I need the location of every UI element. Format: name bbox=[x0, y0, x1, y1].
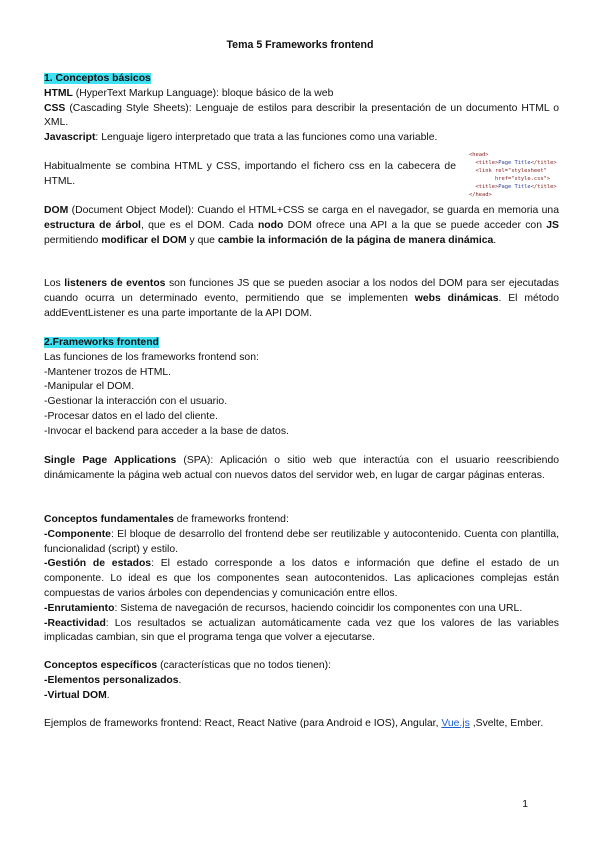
dom-paragraph bbox=[44, 204, 559, 248]
examples-text-1: Ejemplos de frameworks frontend: React, React Native (para Android e IOS), Angular, bbox=[44, 718, 442, 729]
listeners-text-3: . El método addEventListener es una parte importante de la API DOM. bbox=[44, 292, 559, 319]
dom-term: DOM bbox=[44, 205, 69, 216]
listeners-bold-1: listeners de eventos bbox=[64, 278, 166, 289]
code-line-2b: Page Title bbox=[498, 159, 531, 166]
code-line-6: </head> bbox=[469, 191, 492, 198]
specific-concepts-block bbox=[44, 659, 559, 703]
routing-definition: : Sistema de navegación de recursos, haciendo coincidir los componentes con una URL. bbox=[114, 602, 523, 614]
dom-bold-2: nodo bbox=[257, 219, 284, 231]
css-definition: (Cascading Style Sheets): Lenguaje de estilos para describir la presentación de un documento HTML o XML. bbox=[44, 102, 559, 129]
dom-bold-1: estructura de árbol bbox=[44, 219, 141, 231]
dom-text-1: (Document Object Model): Cuando el HTML+CSS se carga en el navegador, se guarda en memoria una bbox=[68, 205, 559, 216]
code-line-5c: </title> bbox=[530, 183, 557, 190]
css-term: CSS bbox=[44, 102, 66, 114]
state-definition: : El estado corresponde a los datos e información que define el estado de un componente. Lo ideal es que los componentes sean autocontenidos. Las aplicaciones complejas están compuestas de varios árboles con dependencias y comunicación entre ellos. bbox=[44, 558, 560, 599]
dom-text-5: y que bbox=[186, 234, 218, 246]
component-term: -Componente bbox=[44, 528, 111, 540]
specific-text: (características que no todos tienen): bbox=[157, 660, 332, 671]
code-line-2a: <title> bbox=[469, 159, 499, 166]
spa-definition: (SPA): Aplicación o sitio web que interactúa con el usuario reescribiendo dinámicamente la página web actual con nuevos datos del servidor web, en lugar de cargar páginas enteras. bbox=[44, 455, 559, 481]
list-item: -Procesar datos en el lado del cliente. bbox=[44, 410, 218, 422]
spa-term: Single Page Applications bbox=[44, 455, 177, 466]
examples-text-2: ,Svelte, Ember. bbox=[469, 718, 544, 729]
list-item: -Mantener trozos de HTML. bbox=[44, 366, 172, 378]
dom-text-4: permitiendo bbox=[44, 234, 102, 246]
code-line-2c: </title> bbox=[530, 159, 557, 166]
dom-bold-4: modificar el DOM bbox=[101, 234, 187, 246]
document-title: Tema 5 Frameworks frontend bbox=[226, 39, 374, 51]
code-line-5a: <title> bbox=[469, 183, 499, 190]
code-line-5b: Page Title bbox=[498, 183, 531, 190]
custom-elements-item: -Elementos personalizados bbox=[44, 674, 179, 686]
fundamentals-text: de frameworks frontend: bbox=[173, 514, 289, 525]
reactivity-definition: : Los resultados se actualizan automáticamente cada vez que los valores de las variables implicadas cambian, sin que el programa tenga que volver a ejecutarse. bbox=[44, 617, 559, 644]
dom-bold-3: JS bbox=[546, 219, 559, 231]
listeners-text-2: son funciones JS que se pueden asociar a los nodos del DOM para ser ejecutadas cuando ocurra un determinado evento, permitiendo que se implementen bbox=[44, 278, 560, 304]
javascript-definition: : Lenguaje ligero interpretado que trata a las funciones como una variable. bbox=[95, 132, 438, 144]
listeners-bold-2: webs dinámicas bbox=[414, 292, 499, 304]
section-1-heading: 1. Conceptos básicos bbox=[44, 73, 151, 84]
html-term: HTML bbox=[44, 87, 73, 99]
page-number: 1 bbox=[522, 799, 528, 810]
dom-text-6: . bbox=[493, 234, 497, 246]
fundamentals-block bbox=[44, 513, 559, 646]
component-definition: : El bloque de desarrollo del frontend debe ser reutilizable y autocontenido. Cuenta con plantilla, funcionalidad (script) y estilo. bbox=[44, 528, 559, 555]
listeners-text-1: Los bbox=[44, 278, 65, 289]
dom-bold-5: cambie la información de la página de manera dinámica bbox=[217, 234, 494, 246]
spa-paragraph bbox=[44, 454, 559, 484]
listeners-paragraph bbox=[44, 277, 559, 321]
javascript-term: Javascript bbox=[44, 132, 96, 144]
code-line-3: <link rel="stylesheet" bbox=[469, 167, 547, 174]
section-1-intro bbox=[44, 72, 559, 146]
dom-text-2: , que es el DOM. Cada bbox=[140, 219, 258, 231]
fundamentals-term: Conceptos fundamentales bbox=[44, 514, 174, 525]
examples-paragraph bbox=[44, 717, 559, 732]
section-2-intro bbox=[44, 336, 559, 440]
vuejs-link[interactable]: Vue.js bbox=[441, 718, 470, 729]
custom-elements-dot: . bbox=[178, 674, 182, 686]
code-line-4: href="style.css"> bbox=[469, 175, 551, 182]
section-2-heading: 2.Frameworks frontend bbox=[44, 337, 159, 348]
list-item: -Invocar el backend para acceder a la base de datos. bbox=[44, 425, 289, 437]
virtual-dom-item: -Virtual DOM bbox=[44, 689, 107, 701]
html-definition: (HyperText Markup Language): bloque básico de la web bbox=[72, 87, 334, 99]
reactivity-term: -Reactividad bbox=[44, 617, 106, 629]
list-item: -Manipular el DOM. bbox=[44, 381, 135, 393]
code-line-1: <head> bbox=[469, 152, 489, 158]
virtual-dom-dot: . bbox=[106, 689, 110, 701]
specific-term: Conceptos específicos bbox=[44, 660, 158, 671]
code-snippet-image bbox=[469, 152, 589, 199]
state-term: -Gestión de estados bbox=[44, 558, 152, 570]
functions-intro: Las funciones de los frameworks frontend son: bbox=[44, 351, 259, 363]
list-item: -Gestionar la interacción con el usuario. bbox=[44, 396, 228, 408]
combine-text: Habitualmente se combina HTML y CSS, importando el fichero css en la cabecera de HTML. bbox=[44, 161, 456, 187]
dom-text-3: DOM ofrece una API a la que se puede acceder con bbox=[283, 219, 547, 231]
combine-paragraph bbox=[44, 160, 456, 190]
routing-term: -Enrutamiento bbox=[44, 602, 115, 614]
